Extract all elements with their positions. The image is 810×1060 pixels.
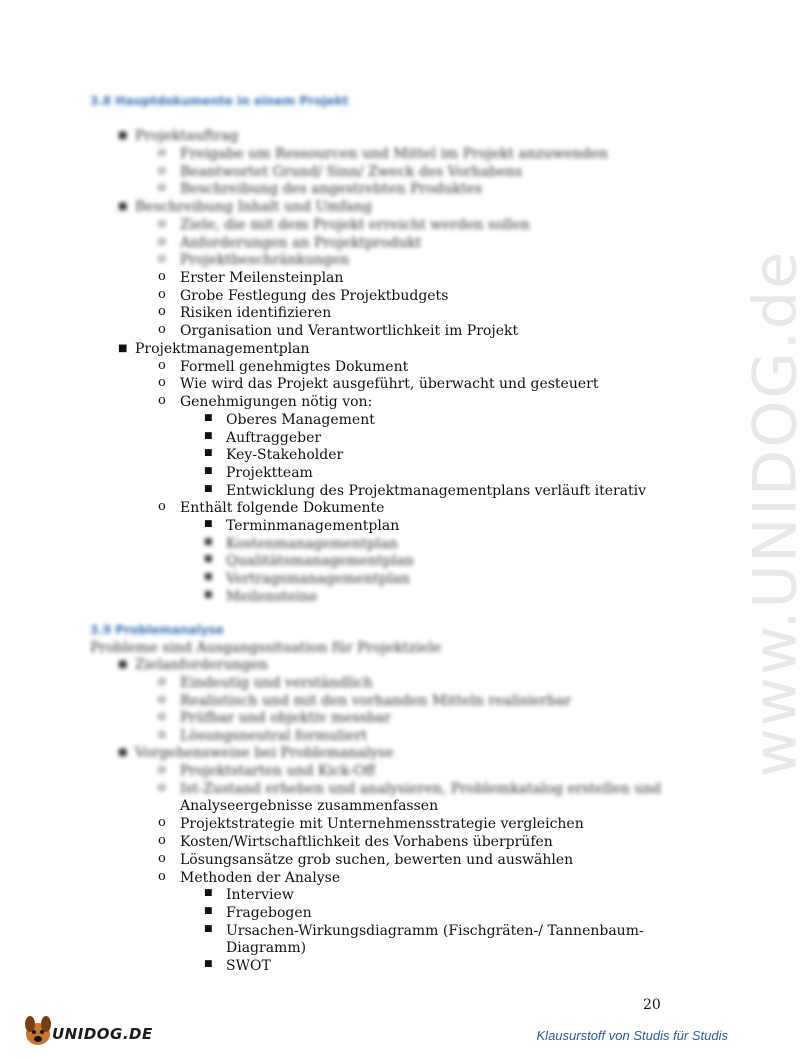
list-item: Terminmanagementplan xyxy=(226,518,400,534)
square-bullet-icon: ■ xyxy=(204,466,213,476)
list-item: Risiken identifizieren xyxy=(180,305,332,321)
list-item: Entwicklung des Projektmanagementplans verläuft iterativ xyxy=(226,483,647,499)
circle-bullet-icon: o xyxy=(158,251,166,266)
bullet-icon: ■ xyxy=(118,747,128,758)
list-item: Prüfbar und objektiv messbar xyxy=(180,710,392,726)
list-item: Freigabe um Ressourcen und Mittel im Projekt anzuwenden xyxy=(180,146,608,162)
list-item: Kostenmanagementplan xyxy=(226,536,398,552)
list-item: Genehmigungen nötig von: xyxy=(180,394,373,410)
circle-bullet-icon: o xyxy=(158,358,166,373)
circle-bullet-icon: o xyxy=(158,709,166,724)
logo-text: UNIDOG.DE xyxy=(52,1025,153,1043)
footer-text: Klausurstoff von Studis für Studis xyxy=(536,1028,728,1043)
circle-bullet-icon: o xyxy=(158,393,166,408)
square-bullet-icon: ■ xyxy=(204,924,213,934)
list-item: Zielanforderungen xyxy=(135,657,268,673)
list-item: Wie wird das Projekt ausgeführt, überwacht und gesteuert xyxy=(180,376,599,392)
square-bullet-icon: ■ xyxy=(204,888,213,898)
square-bullet-icon: ■ xyxy=(204,554,213,564)
circle-bullet-icon: o xyxy=(158,287,166,302)
circle-bullet-icon: o xyxy=(158,833,166,848)
list-item: Beschreibung Inhalt und Umfang xyxy=(135,199,372,215)
square-bullet-icon: ■ xyxy=(204,431,213,441)
square-bullet-icon: ■ xyxy=(204,413,213,423)
list-item: Kosten/Wirtschaftlichkeit des Vorhabens überprüfen xyxy=(180,834,553,850)
list-item: Fragebogen xyxy=(226,905,312,921)
list-item: Enthält folgende Dokumente xyxy=(180,500,385,516)
paragraph: Probleme sind Ausgangssituation für Projektziele xyxy=(90,640,442,656)
list-item: Eindeutig und verständlich xyxy=(180,675,373,691)
square-bullet-icon: ■ xyxy=(204,906,213,916)
list-item: Lösungsneutral formuliert xyxy=(180,728,368,744)
list-item: SWOT xyxy=(226,958,271,974)
list-item: Projektmanagementplan xyxy=(135,341,310,357)
circle-bullet-icon: o xyxy=(158,780,166,795)
bullet-icon: ■ xyxy=(118,130,128,141)
list-item: Auftraggeber xyxy=(226,430,322,446)
list-item: Qualitätsmanagementplan xyxy=(226,553,414,569)
list-item: Projektbeschränkungen xyxy=(180,252,350,268)
list-item: Lösungsansätze grob suchen, bewerten und auswählen xyxy=(180,852,574,868)
circle-bullet-icon: o xyxy=(158,692,166,707)
section-heading: 3.9 Problemanalyse xyxy=(90,623,224,637)
circle-bullet-icon: o xyxy=(158,234,166,249)
square-bullet-icon: ■ xyxy=(204,448,213,458)
list-item: Grobe Festlegung des Projektbudgets xyxy=(180,288,449,304)
list-item-continuation: Diagramm) xyxy=(226,940,307,956)
list-item: Interview xyxy=(226,887,294,903)
list-item: Projektteam xyxy=(226,465,313,481)
square-bullet-icon: ■ xyxy=(204,537,213,547)
list-item-continuation: Analyseergebnisse zusammenfassen xyxy=(180,798,439,814)
list-item: Methoden der Analyse xyxy=(180,870,341,886)
circle-bullet-icon: o xyxy=(158,180,166,195)
list-item: Projektstarten und Kick-Off xyxy=(180,763,376,779)
bullet-icon: ■ xyxy=(118,659,128,670)
square-bullet-icon: ■ xyxy=(204,590,213,600)
list-item: Vertragsmanagementplan xyxy=(226,571,410,587)
circle-bullet-icon: o xyxy=(158,269,166,284)
list-item: Meilensteine xyxy=(226,589,318,605)
list-item: Beantwortet Grund/ Sinn/ Zweck des Vorhabens xyxy=(180,164,523,180)
circle-bullet-icon: o xyxy=(158,869,166,884)
circle-bullet-icon: o xyxy=(158,727,166,742)
circle-bullet-icon: o xyxy=(158,815,166,830)
circle-bullet-icon: o xyxy=(158,375,166,390)
circle-bullet-icon: o xyxy=(158,304,166,319)
list-item: Formell genehmigtes Dokument xyxy=(180,359,409,375)
list-item: Ziele, die mit dem Projekt erreicht werden sollen xyxy=(180,217,530,233)
list-item: Ursachen-Wirkungsdiagramm (Fischgräten-/ Tannenbaum- xyxy=(226,923,644,939)
circle-bullet-icon: o xyxy=(158,499,166,514)
bullet-icon: ■ xyxy=(118,201,128,212)
bullet-icon: ■ xyxy=(118,343,128,354)
list-item: Beschreibung des angestrebten Produktes xyxy=(180,181,483,197)
list-item: Organisation und Verantwortlichkeit im Projekt xyxy=(180,323,519,339)
circle-bullet-icon: o xyxy=(158,163,166,178)
list-item: Oberes Management xyxy=(226,412,375,428)
circle-bullet-icon: o xyxy=(158,762,166,777)
list-item: Ist-Zustand erheben und analysieren, Problemkatalog erstellen und xyxy=(180,781,662,797)
list-item: Vorgehensweise bei Problemanalyse xyxy=(135,745,394,761)
list-item: Key-Stakeholder xyxy=(226,447,344,463)
list-item: Projektstrategie mit Unternehmensstrategie vergleichen xyxy=(180,816,584,832)
section-heading: 3.8 Hauptdokumente in einem Projekt xyxy=(90,94,349,108)
list-item: Projektauftrag xyxy=(135,128,239,144)
circle-bullet-icon: o xyxy=(158,322,166,337)
square-bullet-icon: ■ xyxy=(204,959,213,969)
square-bullet-icon: ■ xyxy=(204,572,213,582)
watermark: www.UNIDOG.de xyxy=(740,250,810,778)
circle-bullet-icon: o xyxy=(158,145,166,160)
circle-bullet-icon: o xyxy=(158,674,166,689)
list-item: Anforderungen an Projektprodukt xyxy=(180,235,422,251)
page-number: 20 xyxy=(643,997,661,1013)
square-bullet-icon: ■ xyxy=(204,519,213,529)
circle-bullet-icon: o xyxy=(158,216,166,231)
list-item: Erster Meilensteinplan xyxy=(180,270,344,286)
square-bullet-icon: ■ xyxy=(204,484,213,494)
list-item: Realistisch und mit den vorhanden Mitteln realisierbar xyxy=(180,693,572,709)
circle-bullet-icon: o xyxy=(158,851,166,866)
